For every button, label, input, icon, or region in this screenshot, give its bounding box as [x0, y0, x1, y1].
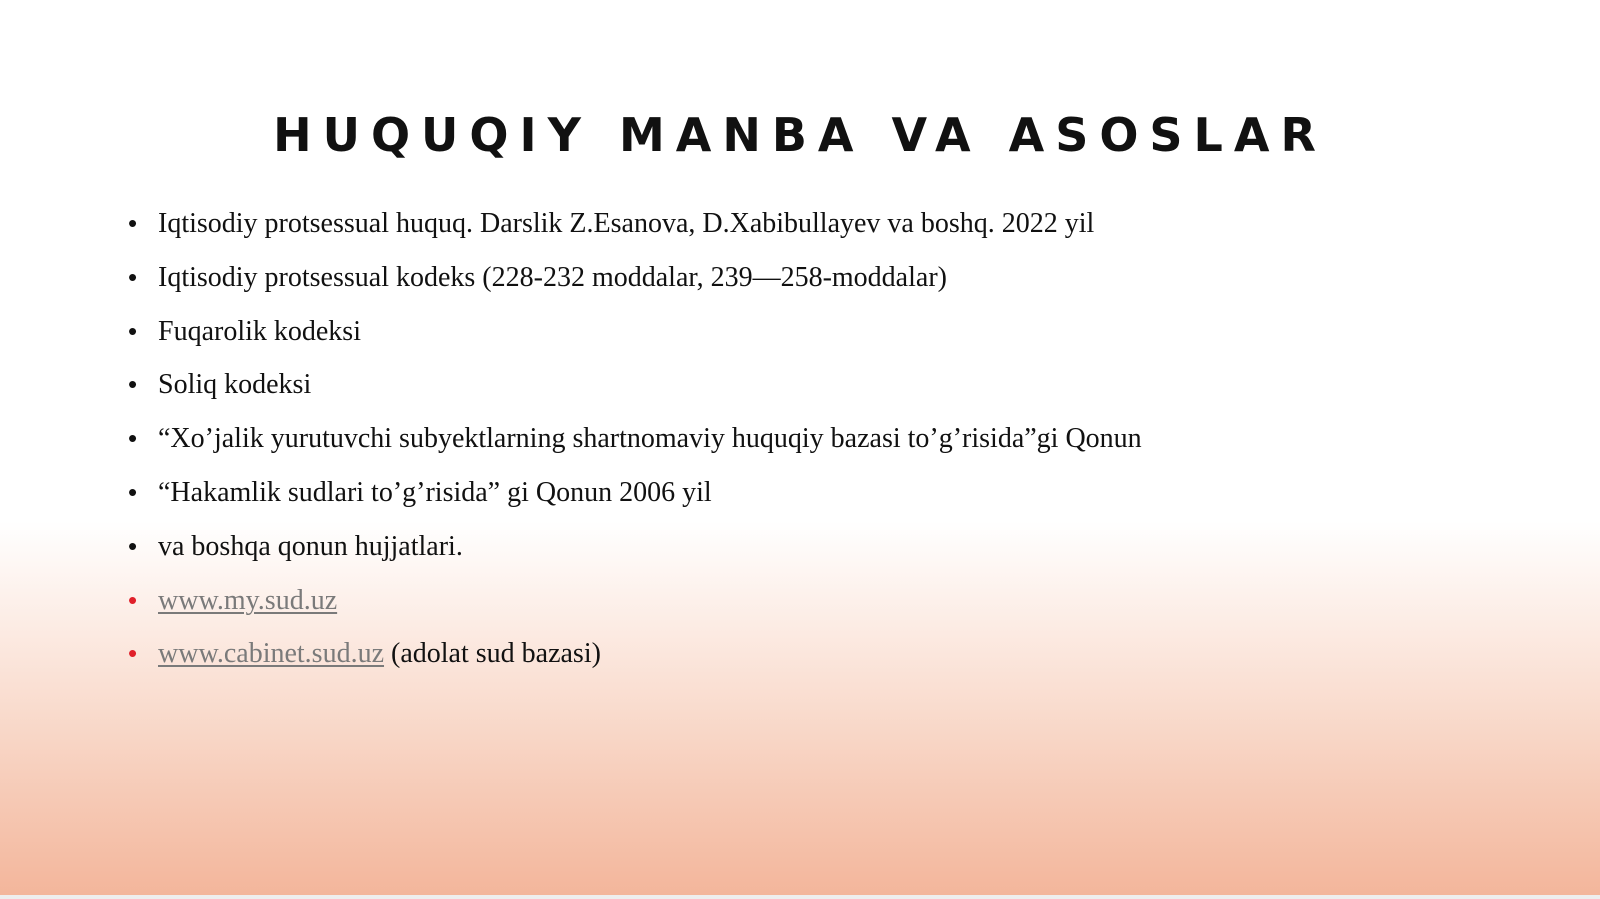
list-item: [128, 201, 1508, 255]
bottom-divider: [0, 895, 1600, 899]
list-item-text: va boshqa qonun hujjatlari.: [158, 530, 463, 562]
slide-title: HUQUQIY MANBA VA ASOSLAR: [273, 108, 1327, 162]
my-sud-link[interactable]: www.my.sud.uz: [158, 584, 338, 616]
bullet-icon: •: [128, 315, 138, 346]
list-item-link: [128, 631, 1508, 685]
list-item-text: “Xo’jalik yurutuvchi subyektlarning shartnomaviy huquqiy bazasi to’g’risida”gi Qonun: [158, 423, 1142, 455]
red-bullet-icon: •: [128, 584, 138, 615]
link-description: (adolat sud bazasi): [384, 638, 601, 670]
cabinet-sud-link[interactable]: www.cabinet.sud.uz: [158, 638, 385, 670]
list-item-text: “Hakamlik sudlari to’g’risida” gi Qonun 2006 yil: [158, 476, 712, 508]
bullet-list: [128, 201, 1508, 685]
bullet-icon: •: [128, 530, 138, 561]
list-item: [128, 470, 1508, 524]
list-item-text: Iqtisodiy protsessual kodeks (228-232 moddalar, 239—258-moddalar): [158, 261, 947, 293]
red-bullet-icon: •: [128, 638, 138, 669]
bullet-icon: •: [128, 369, 138, 400]
list-item: [128, 362, 1508, 416]
list-item: [128, 255, 1508, 309]
list-item-text: Iqtisodiy protsessual huquq. Darslik Z.Esanova, D.Xabibullayev va boshq. 2022 yil: [158, 208, 1095, 239]
list-item: [128, 524, 1508, 578]
list-item: [128, 416, 1508, 470]
bullet-icon: •: [128, 261, 138, 292]
bullet-icon: •: [128, 423, 138, 454]
list-item: [128, 309, 1508, 363]
bullet-icon: •: [128, 208, 138, 238]
list-item-link: [128, 578, 1508, 632]
bullet-icon: •: [128, 476, 138, 507]
list-item-text: Soliq kodeksi: [158, 369, 312, 401]
list-item-text: Fuqarolik kodeksi: [158, 315, 361, 347]
